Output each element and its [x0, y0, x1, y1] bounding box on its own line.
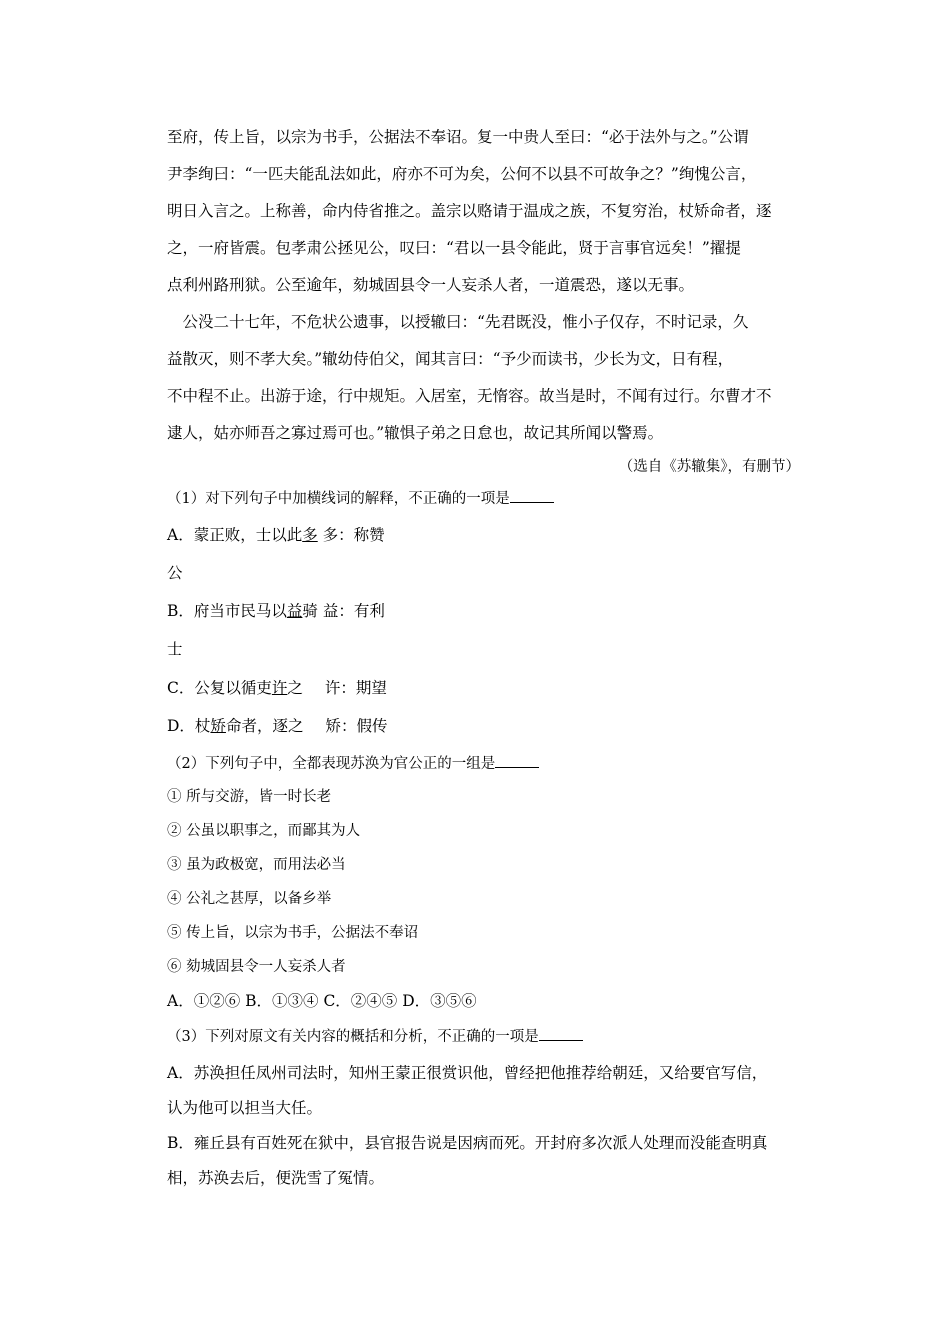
answer-blank-2[interactable]: [495, 753, 539, 768]
passage-line-5: 点利州路刑狱。公至逾年，劾城固县令一人妄杀人者，一道震恐，遂以无事。: [167, 276, 695, 294]
option-a-underlined-word: 多: [302, 526, 318, 544]
option-c-definition: 许：期望: [324, 679, 387, 697]
question-3-option-b-line-1: B．雍丘县有百姓死在狱中，县官报告说是因病而死。开封府多次派人处理而没能查明真: [167, 1134, 768, 1152]
question-2-item: ④ 公礼之甚厚，以备乡举: [167, 891, 332, 907]
option-d-text: D．杖: [167, 717, 211, 735]
question-3-option-a-line-2: 认为他可以担当大任。: [167, 1099, 323, 1117]
question-3-stem: [167, 1026, 583, 1047]
answer-blank-1[interactable]: [510, 488, 554, 503]
option-b-continuation: 士: [167, 640, 183, 658]
question-2-stem: [167, 753, 539, 774]
question-3-option-b-line-2: 相，苏涣去后，便洗雪了冤情。: [167, 1169, 385, 1187]
question-1-option-a: [167, 525, 385, 545]
passage-line-2: 尹李绚曰：“一匹夫能乱法如此，府亦不可为矣，公何不以县不可故争之？”绚愧公言，: [167, 165, 757, 183]
question-2-item: ① 所与交游，皆一时长老: [167, 789, 332, 805]
option-c-underlined-word: 许: [271, 679, 288, 697]
answer-blank-3[interactable]: [539, 1026, 583, 1041]
question-3-stem-text: （3）下列对原文有关内容的概括和分析，不正确的一项是: [167, 1029, 539, 1045]
question-2-item: ⑤ 传上旨，以宗为书手，公据法不奉诏: [167, 925, 419, 941]
option-c-text: C．公复以循吏: [167, 679, 272, 697]
question-2-item: ⑥ 劾城固县令一人妄杀人者: [167, 959, 346, 975]
option-b-underlined-word: 益: [286, 602, 303, 620]
passage-line-4: 之，一府皆震。包孝肃公拯见公，叹曰：“君以一县令能此，贤于言事官远矣！”擢提: [167, 239, 741, 257]
option-b-text-after: 骑: [302, 602, 318, 620]
question-2-item: ② 公虽以职事之，而鄙其为人: [167, 823, 361, 839]
question-1-option-b: [167, 601, 385, 621]
option-a-definition: 多：称赞: [317, 526, 385, 544]
option-d-underlined-word: 矫: [210, 717, 226, 735]
question-1-option-c: [167, 678, 387, 698]
option-b-text: B．府当市民马以: [167, 602, 287, 620]
passage-line-8: 不中程不止。出游于途，行中规矩。入居室，无惰容。故当是时，不闻有过行。尔曹才不: [167, 387, 772, 405]
option-a-text: A．蒙正败，士以此: [167, 526, 303, 544]
option-a-continuation: 公: [167, 564, 183, 582]
question-1-stem-text: （1）对下列句子中加横线词的解释，不正确的一项是: [167, 491, 510, 507]
passage-line-3: 明日入言之。上称善，命内侍省推之。盖宗以赂请于温成之族，不复穷治，杖矫命者，逐: [167, 202, 772, 220]
option-b-definition: 益：有利: [317, 602, 385, 620]
question-1-stem: [167, 488, 554, 509]
question-1-option-d: [167, 716, 387, 736]
question-2-options: A．①②⑥ B．①③④ C．②④⑤ D．③⑤⑥: [167, 992, 477, 1010]
passage-source: （选自《苏辙集》，有删节）: [618, 459, 800, 475]
question-2-stem-text: （2）下列句子中，全都表现苏涣为官公正的一组是: [167, 756, 496, 772]
option-d-text-after: 命者，逐之: [225, 717, 304, 735]
passage-line-9: 逮人，姑亦师吾之寡过焉可也。”辙惧子弟之日怠也，故记其所闻以警焉。: [167, 424, 664, 442]
option-d-definition: 矫：假传: [325, 717, 388, 735]
question-3-option-a-line-1: A．苏涣担任凤州司法时，知州王蒙正很赏识他，曾经把他推荐给朝廷，又给要官写信，: [167, 1064, 768, 1082]
question-2-item: ③ 虽为政极宽，而用法必当: [167, 857, 346, 873]
passage-line-6: 公没二十七年，不危状公遗事，以授辙曰：“先君既没，惟小子仅存，不时记录，久: [167, 313, 749, 331]
passage-line-7: 益散灭，则不孝大矣。”辙幼侍伯父，闻其言曰：“予少而读书，少长为文，日有程，: [167, 350, 734, 368]
option-c-text-after: 之: [287, 679, 303, 697]
passage-line-1: 至府，传上旨，以宗为书手，公据法不奉诏。复一中贵人至曰：“必于法外与之。”公谓: [167, 128, 749, 146]
